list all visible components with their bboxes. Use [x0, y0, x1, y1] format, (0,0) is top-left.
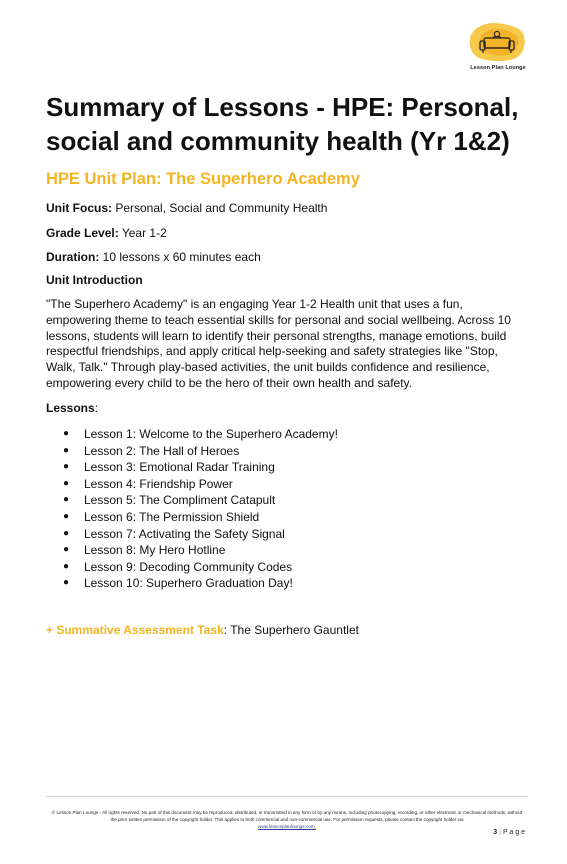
grade-level-label: Grade Level: [46, 226, 119, 240]
lesson-title: Lesson 6: The Permission Shield [84, 509, 260, 524]
intro-heading: Unit Introduction [46, 273, 143, 287]
bullet-icon: ● [63, 560, 70, 572]
bullet-icon: ● [63, 477, 70, 489]
unit-focus [46, 201, 327, 216]
page-title: Summary of Lessons - HPE: Personal, social and community health (Yr 1&2) [46, 92, 519, 156]
lessons-heading-label: Lessons [46, 401, 95, 415]
lesson-list [60, 426, 338, 592]
list-item [60, 559, 338, 576]
intro-paragraph: "The Superhero Academy" is an engaging Year 1-2 Health unit that uses a fun, empowering theme to teach essential skills for personal and social wellbeing. Across 10 lessons, students will learn to identify their personal strengths, manage emotions, build respectful friendships, and apply critical help-seeking and safety strategies like "Stop, Walk, Talk." Through play-based activities, the unit builds confidence and resilience, empowering every child to be the hero of their own health and safety. [46, 297, 511, 390]
lesson-title: Lesson 4: Friendship Power [84, 476, 233, 491]
lesson-title: Lesson 10: Superhero Graduation Day! [84, 576, 293, 591]
unit-subtitle: HPE Unit Plan: The Superhero Academy [46, 170, 360, 188]
grade-level-value: Year 1-2 [118, 226, 167, 240]
lesson-title: Lesson 2: The Hall of Heroes [84, 443, 240, 458]
page-separator: | [499, 829, 501, 836]
lessons-heading-colon: : [94, 401, 99, 415]
list-item [60, 509, 338, 526]
summative-assessment [46, 623, 359, 637]
unit-focus-value: Personal, Social and Community Health [112, 201, 328, 215]
footer-copyright [50, 809, 524, 830]
grade-level [46, 226, 167, 241]
duration-value: 10 lessons x 60 minutes each [99, 250, 261, 264]
sofa-icon [467, 22, 527, 62]
logo [463, 20, 533, 78]
bullet-icon: ● [63, 428, 70, 439]
list-item [60, 443, 338, 460]
page-number-value: 3 [493, 829, 498, 836]
list-item [60, 542, 338, 559]
duration [46, 250, 261, 265]
page-label: P a g e [502, 829, 525, 836]
footer-link[interactable]: www.lessonplanlounge.com. [258, 824, 316, 829]
bullet-icon: ● [63, 461, 70, 473]
copyright-text: © Lesson Plan Lounge - All rights reserved. No part of this document may be reproduced, distributed, or transmitted in any form or by any means, including photocopying, recording, or other electronic or mechanical methods, without the prior written permission of the copyright holder. This applies to both commercial and non-commercial use. For permission requests, please contact the copyright holder via [51, 810, 523, 822]
plus-icon: + [46, 623, 57, 637]
list-item [60, 459, 338, 476]
lessons-heading [46, 401, 98, 415]
lesson-title: Lesson 9: Decoding Community Codes [84, 559, 293, 574]
list-item [60, 426, 338, 443]
bullet-icon: ● [63, 544, 70, 556]
assessment-value: : The Superhero Gauntlet [223, 623, 359, 637]
list-item [60, 492, 338, 509]
logo-text: Lesson Plan Lounge [470, 65, 526, 71]
unit-focus-label: Unit Focus: [46, 201, 112, 215]
bullet-icon: ● [63, 527, 70, 539]
bullet-icon: ● [63, 444, 70, 456]
footer-divider [46, 796, 528, 797]
lesson-title: Lesson 1: Welcome to the Superhero Academy! [84, 427, 338, 441]
lesson-title: Lesson 7: Activating the Safety Signal [84, 526, 285, 541]
bullet-icon: ● [63, 577, 70, 589]
list-item [60, 575, 338, 592]
assessment-label: Summative Assessment Task [56, 623, 224, 637]
bullet-icon: ● [63, 494, 70, 506]
bullet-icon: ● [63, 510, 70, 522]
duration-label: Duration: [46, 250, 100, 264]
page-number [493, 829, 525, 836]
lesson-title: Lesson 5: The Compliment Catapult [84, 493, 276, 508]
list-item [60, 526, 338, 543]
list-item [60, 476, 338, 493]
lesson-title: Lesson 3: Emotional Radar Training [84, 460, 275, 475]
lesson-title: Lesson 8: My Hero Hotline [84, 543, 226, 558]
